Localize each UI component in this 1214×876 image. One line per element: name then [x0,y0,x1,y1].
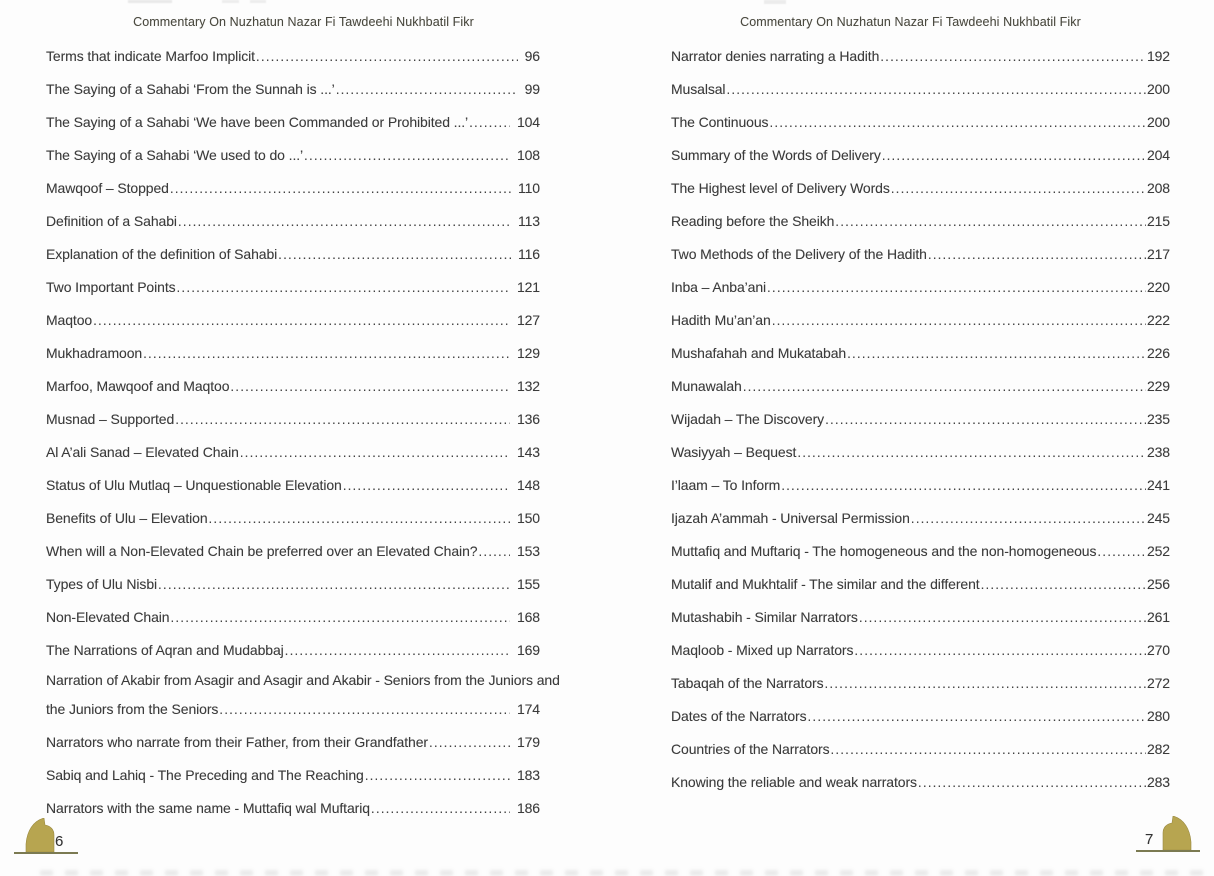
toc-entry-title: Mawqoof – Stopped [46,180,169,196]
toc-entry-page-number: 136 [516,411,540,427]
toc-entry-page-number: 179 [516,734,540,750]
toc-entry-page-number: 208 [1146,180,1170,196]
toc-entry-page-number: 220 [1146,279,1170,295]
footer-rule [1136,850,1200,853]
toc-entry-title: The Saying of a Sahabi ‘We have been Commanded or Prohibited ...’ [46,114,469,130]
toc-entry [46,726,540,759]
toc-entry-title: Countries of the Narrators [671,741,830,757]
dot-leader [143,337,510,370]
toc-entry [46,304,540,337]
dot-leader [859,601,1146,634]
toc-entry [671,733,1170,766]
toc-entry [46,601,540,634]
dot-leader [158,568,510,601]
toc-entry [46,370,540,403]
toc-entry-page-number: 200 [1146,114,1170,130]
toc-entry-page-number: 222 [1146,312,1170,328]
toc-entry-title: When will a Non-Elevated Chain be preferred over an Elevated Chain? [46,543,478,559]
toc-entry [671,403,1170,436]
page-right [607,0,1214,876]
toc-entry-title: The Continuous [671,114,769,130]
toc-entry [671,172,1170,205]
dot-leader [170,172,511,205]
toc-entry-page-number: 204 [1146,147,1170,163]
toc-entry-title: Mukhadramoon [46,345,143,361]
toc-entry-page-number: 282 [1146,741,1170,757]
toc-entry-page-number: 238 [1146,444,1170,460]
toc-entry-page-number: 215 [1146,213,1170,229]
toc-entry-title: the Juniors from the Seniors [46,701,219,717]
toc-entry-title: Terms that indicate Marfoo Implicit [46,48,255,64]
toc-entry-page-number: 283 [1146,774,1170,790]
dot-leader [240,436,510,469]
toc-entry-title: Non-Elevated Chain [46,609,170,625]
page-footer-right [1136,814,1200,852]
toc-entry [46,693,540,726]
toc-entry [671,700,1170,733]
dot-leader [743,370,1146,403]
toc-entry [671,271,1170,304]
scan-artifact [128,0,172,3]
scan-artifact [764,0,786,4]
toc-entry-title: The Saying of a Sahabi ‘From the Sunnah is ...’ [46,81,335,97]
dot-leader [336,73,518,106]
toc-entry [671,502,1170,535]
toc-entry-title: The Narrations of Aqran and Mudabbaj [46,642,284,658]
toc-entry [671,667,1170,700]
toc-entry-title: Status of Ulu Mutlaq – Unquestionable Elevation [46,477,342,493]
toc-entry [46,238,540,271]
toc-entry [46,106,540,139]
toc-entry-title: Hadith Mu’an’an [671,312,771,328]
toc-entry-title: Al A’ali Sanad – Elevated Chain [46,444,239,460]
gold-fin-ornament-icon [25,818,55,852]
toc-entry-title: Mutashabih - Similar Narrators [671,609,858,625]
running-header: Commentary On Nuzhatun Nazar Fi Tawdeehi Nukhbatil Fikr [133,15,474,29]
dot-leader [175,403,510,436]
toc-entry-page-number: 108 [516,147,540,163]
toc-entry-page-number: 256 [1146,576,1170,592]
toc-entry [46,634,540,667]
toc-entry-page-number: 174 [516,701,540,717]
toc-entry [671,601,1170,634]
dot-leader [825,403,1146,436]
scan-artifact [222,0,239,3]
dot-leader [365,759,510,792]
dot-leader [177,271,510,304]
dot-leader [769,106,1145,139]
toc-entry-page-number: 143 [516,444,540,460]
toc-entry-page-number: 150 [516,510,540,526]
toc-entry-page-number: 129 [516,345,540,361]
toc-entry-title: Narrator denies narrating a Hadith [671,48,880,64]
gold-fin-ornament-icon [1162,816,1192,850]
toc-list-left [0,40,607,825]
toc-entry [671,766,1170,799]
toc-entry-page-number: 113 [517,213,540,229]
toc-entry [46,139,540,172]
toc-entry-page-number: 127 [516,312,540,328]
dot-leader [835,205,1146,238]
dot-leader [797,436,1146,469]
toc-entry-title: Wasiyyah – Bequest [671,444,797,460]
toc-entry [671,535,1170,568]
toc-entry [671,634,1170,667]
toc-entry [46,337,540,370]
toc-entry [46,73,540,106]
toc-entry [671,238,1170,271]
toc-entry-title: Narrators with the same name - Muttafiq wal Muftariq [46,800,370,816]
dot-leader [285,634,510,667]
dot-leader [343,469,510,502]
toc-entry-title: Maqtoo [46,312,93,328]
toc-entry-page-number: 96 [524,48,540,64]
dot-leader [469,106,510,139]
toc-entry-title: Dates of the Narrators [671,708,807,724]
toc-entry-page-number: 183 [516,767,540,783]
toc-entry-page-number: 229 [1146,378,1170,394]
toc-entry [46,568,540,601]
dot-leader [304,139,510,172]
toc-entry-title: Two Methods of the Delivery of the Hadith [671,246,927,262]
dot-leader [429,726,510,759]
dot-leader [981,568,1146,601]
toc-entry-page-number: 280 [1146,708,1170,724]
dot-leader [928,238,1146,271]
toc-entry-title: Types of Ulu Nisbi [46,576,158,592]
dot-leader [880,40,1146,73]
toc-entry [46,271,540,304]
toc-entry [671,139,1170,172]
toc-entry-page-number: 121 [516,279,540,295]
toc-entry-title: Maqloob - Mixed up Narrators [671,642,854,658]
dot-leader [178,205,511,238]
toc-entry-title: Narration of Akabir from Asagir and Asagir and Akabir - Seniors from the Juniors and [46,672,560,688]
toc-entry [46,172,540,205]
toc-entry [46,205,540,238]
toc-entry-page-number: 252 [1146,543,1170,559]
toc-entry-title: Benefits of Ulu – Elevation [46,510,208,526]
toc-entry-title: I’laam – To Inform [671,477,781,493]
toc-list-right [607,40,1214,799]
toc-entry-title: Sabiq and Lahiq - The Preceding and The Reaching [46,767,364,783]
toc-entry-title: The Saying of a Sahabi ‘We used to do ...’ [46,147,304,163]
dot-leader [93,304,510,337]
toc-entry-title: The Highest level of Delivery Words [671,180,890,196]
toc-entry-page-number: 192 [1146,48,1170,64]
toc-entry [46,436,540,469]
toc-entry-page-number: 200 [1146,81,1170,97]
toc-entry-title: Definition of a Sahabi [46,213,177,229]
toc-entry-page-number: 186 [516,800,540,816]
toc-entry-page-number: 217 [1146,246,1170,262]
toc-entry [671,568,1170,601]
dot-leader [219,693,510,726]
dot-leader [726,73,1145,106]
toc-entry-page-number: 235 [1146,411,1170,427]
toc-entry [671,106,1170,139]
page-number: 6 [55,833,64,850]
dot-leader [854,634,1146,667]
toc-entry-title: Knowing the reliable and weak narrators [671,774,917,790]
footer-rule [14,852,78,855]
dot-leader [371,792,510,825]
toc-entry [46,469,540,502]
page-number: 7 [1145,831,1154,848]
toc-entry [46,759,540,792]
toc-entry-page-number: 110 [517,180,540,196]
toc-entry-page-number: 132 [516,378,540,394]
toc-entry-title: Munawalah [671,378,742,394]
dot-leader [918,766,1146,799]
dot-leader [808,700,1146,733]
toc-entry [671,304,1170,337]
toc-entry [671,370,1170,403]
dot-leader [772,304,1146,337]
running-header: Commentary On Nuzhatun Nazar Fi Tawdeehi Nukhbatil Fikr [740,15,1081,29]
toc-entry [46,535,540,568]
scan-artifact [40,870,1210,876]
toc-entry-title: Mutalif and Mukhtalif - The similar and the different [671,576,980,592]
dot-leader [882,139,1146,172]
toc-entry [46,792,540,825]
toc-entry-page-number: 148 [516,477,540,493]
toc-entry [46,40,540,73]
dot-leader [830,733,1145,766]
toc-entry-page-number: 245 [1146,510,1170,526]
toc-entry-title: Narrators who narrate from their Father, from their Grandfather [46,734,428,750]
dot-leader [478,535,510,568]
toc-entry-title: Two Important Points [46,279,176,295]
toc-entry-title: Explanation of the definition of Sahabi [46,246,278,262]
toc-entry [46,667,560,693]
dot-leader [278,238,511,271]
toc-entry-title: Wijadah – The Discovery [671,411,825,427]
toc-entry-page-number: 153 [516,543,540,559]
toc-entry-page-number: 168 [516,609,540,625]
toc-entry-page-number: 270 [1146,642,1170,658]
toc-entry-title: Summary of the Words of Delivery [671,147,881,163]
dot-leader [847,337,1146,370]
toc-entry-page-number: 169 [516,642,540,658]
toc-entry-page-number: 104 [516,114,540,130]
toc-entry-title: Marfoo, Mawqoof and Maqtoo [46,378,230,394]
toc-entry-page-number: 226 [1146,345,1170,361]
toc-entry [46,403,540,436]
page-footer-left [14,816,78,854]
toc-entry [671,337,1170,370]
toc-entry [46,502,540,535]
toc-entry [671,469,1170,502]
toc-entry [671,205,1170,238]
toc-entry-title: Mushafahah and Mukatabah [671,345,847,361]
toc-entry [671,436,1170,469]
dot-leader [209,502,510,535]
toc-entry-title: Inba – Anba’ani [671,279,767,295]
toc-entry-page-number: 116 [517,246,540,262]
dot-leader [1097,535,1146,568]
dot-leader [230,370,510,403]
toc-entry-title: Reading before the Sheikh [671,213,835,229]
toc-entry-page-number: 272 [1146,675,1170,691]
toc-entry-title: Ijazah A’ammah - Universal Permission [671,510,910,526]
toc-entry-title: Muttafiq and Muftariq - The homogeneous and the non-homogeneous [671,543,1097,559]
toc-entry [671,40,1170,73]
toc-entry-title: Tabaqah of the Narrators [671,675,824,691]
dot-leader [171,601,510,634]
dot-leader [824,667,1145,700]
toc-entry-page-number: 261 [1146,609,1170,625]
toc-entry-page-number: 155 [516,576,540,592]
dot-leader [891,172,1146,205]
dot-leader [781,469,1146,502]
toc-entry [671,73,1170,106]
dot-leader [911,502,1146,535]
toc-entry-title: Musnad – Supported [46,411,175,427]
dot-leader [767,271,1146,304]
toc-entry-page-number: 241 [1146,477,1170,493]
dot-leader [256,40,518,73]
toc-entry-page-number: 99 [524,81,540,97]
toc-entry-title: Musalsal [671,81,726,97]
scan-artifact [250,0,266,3]
